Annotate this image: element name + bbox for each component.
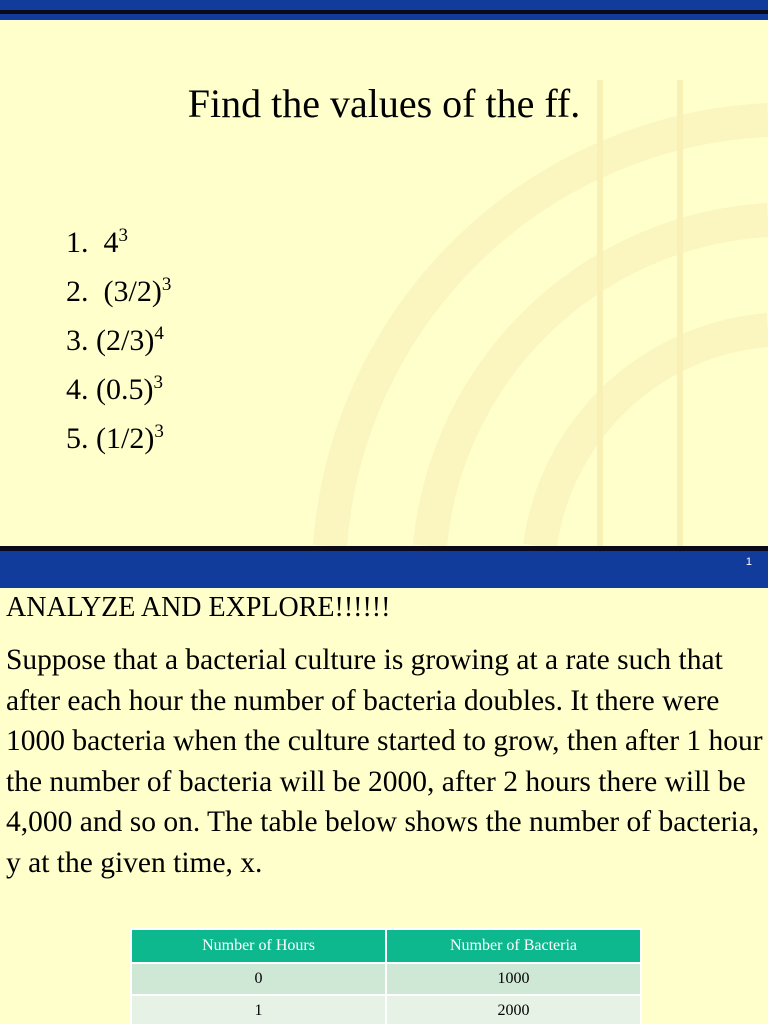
problem-number: 1. bbox=[66, 226, 89, 259]
column-header-hours: Number of Hours bbox=[131, 929, 386, 963]
slide-analyze-explore bbox=[0, 546, 768, 1024]
problem-exponent: 3 bbox=[154, 421, 164, 442]
problem-number: 5. bbox=[66, 422, 89, 455]
problem-list bbox=[66, 222, 171, 467]
cell-bacteria: 2000 bbox=[386, 995, 641, 1024]
problem-exponent: 4 bbox=[154, 323, 164, 344]
problem-description: Suppose that a bacterial culture is growing at a rate such that after each hour the number of bacteria doubles. It there were 1000 bacteria when the culture started to grow, then after 1 hour the number of bacteria will be 2000, after 2 hours there will be 4,000 and so on. The table below shows the number of bacteria, y at the given time, x. bbox=[6, 644, 763, 879]
header-band bbox=[0, 546, 768, 588]
bacteria-table bbox=[130, 928, 642, 1024]
slide-title: Find the values of the ff. bbox=[187, 81, 581, 126]
problem-item bbox=[66, 320, 171, 369]
header-band bbox=[0, 0, 768, 20]
problem-base: (3/2) bbox=[103, 275, 162, 308]
section-heading: ANALYZE AND EXPLORE!!!!!! bbox=[6, 592, 391, 623]
problem-exponent: 3 bbox=[153, 372, 163, 393]
cell-hours: 0 bbox=[131, 963, 386, 995]
problem-base: (1/2) bbox=[96, 422, 155, 455]
header-band-line bbox=[0, 10, 768, 14]
problem-exponent: 3 bbox=[161, 274, 172, 295]
problem-number: 4. bbox=[66, 373, 89, 406]
table-row bbox=[131, 963, 641, 995]
problem-base: (0.5) bbox=[96, 373, 154, 406]
column-header-bacteria: Number of Bacteria bbox=[386, 929, 641, 963]
problem-base: (2/3) bbox=[96, 324, 155, 357]
page-number: 1 bbox=[745, 556, 752, 568]
problem-number: 3. bbox=[66, 324, 89, 357]
problem-exponent: 3 bbox=[118, 225, 128, 246]
cell-hours: 1 bbox=[131, 995, 386, 1024]
table-row bbox=[131, 995, 641, 1024]
problem-base: 4 bbox=[103, 226, 119, 259]
problem-item bbox=[66, 418, 171, 467]
cell-bacteria: 1000 bbox=[386, 963, 641, 995]
problem-number: 2. bbox=[66, 275, 89, 308]
problem-item bbox=[66, 271, 171, 320]
header-band-line bbox=[0, 546, 768, 551]
problem-item bbox=[66, 222, 171, 271]
problem-item bbox=[66, 369, 171, 418]
table-header-row bbox=[131, 929, 641, 963]
